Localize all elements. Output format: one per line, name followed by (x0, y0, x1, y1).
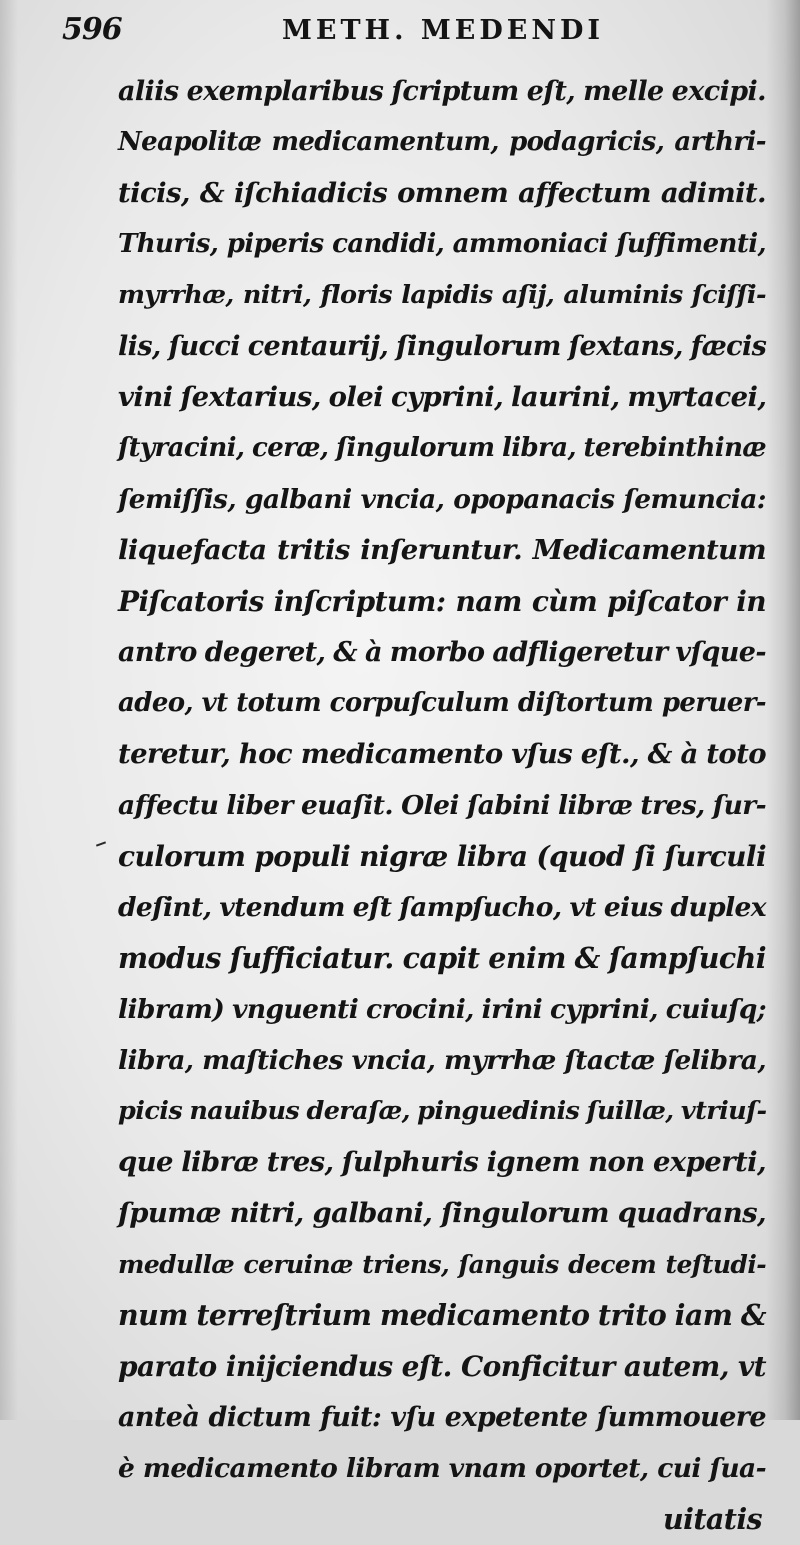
text-line: parato inijciendus eſt. Conficitur autem, vt (118, 1350, 766, 1383)
text-line: picis nauibus deraſæ, pinguedinis ſuillæ, vtriuſ- (118, 1096, 767, 1126)
text-line: antro degeret, & à morbo adfligeretur vſque- (118, 637, 766, 668)
text-line: medullæ ceruinæ triens, ſanguis decem teſtudi- (118, 1250, 766, 1279)
text-line: ſemiſſis, galbani vncia, opopanacis ſemuncia: (118, 484, 766, 515)
text-line: Neapolitæ medicamentum, podagricis, arthri- (118, 127, 766, 157)
text-line: num terreſtrium medicamento trito iam & (118, 1298, 766, 1332)
text-line: anteà dictum fuit: vſu expetente ſummouere (118, 1402, 766, 1433)
text-line: ſpumæ nitri, galbani, ſingulorum quadrans, (118, 1197, 766, 1229)
gutter-shadow (766, 0, 800, 1420)
text-line: Thuris, piperis candidi, ammoniaci ſuffimenti, (118, 229, 766, 259)
text-line: deſint, vtendum eſt ſampſucho, vt eius duplex (118, 892, 766, 923)
left-edge-shadow (0, 0, 18, 1420)
margin-ink-mark (96, 841, 106, 846)
text-line: adeo, vt totum corpuſculum diſtortum peruer- (118, 688, 766, 718)
text-line: vini ſextarius, olei cyprini, laurini, myrtacei, (118, 381, 767, 413)
text-line: Piſcatoris inſcriptum: nam cùm piſcator in (118, 585, 766, 618)
text-line: affectu liber euaſit. Olei ſabini libræ tres, ſur- (118, 790, 766, 821)
text-line: liquefacta tritis inſeruntur. Medicamentum (118, 534, 766, 566)
text-line: ſtyracini, ceræ, ſingulorum libra, terebinthinæ (118, 433, 766, 463)
text-line: libram) vnguenti crocini, irini cyprini, cuiuſq; (118, 994, 766, 1025)
text-line: è medicamento libram vnam oportet, cui ſua- (118, 1453, 766, 1484)
page-number: 596 (62, 12, 122, 47)
text-line: culorum populi nigræ libra (quod ſi ſurculi (118, 840, 766, 873)
text-line: que libræ tres, ſulphuris ignem non experti, (118, 1146, 766, 1178)
body-text (118, 66, 766, 1545)
text-line: teretur, hoc medicamento vſus eſt., & à toto (118, 738, 766, 770)
catchword: uitatis (662, 1502, 762, 1536)
text-line: lis, ſucci centaurij, ſingulorum ſextans, fæcis (118, 331, 767, 362)
text-line: libra, maſtiches vncia, myrrhæ ſtactæ ſelibra, (118, 1045, 766, 1076)
running-head: METH. MEDENDI (282, 15, 605, 46)
text-line: modus ſufficiatur. capit enim & ſampſuchi (118, 941, 766, 975)
text-line: aliis exemplaribus ſcriptum eſt, melle excipi. (118, 76, 766, 107)
text-line: myrrhæ, nitri, floris lapidis aſij, aluminis ſciſſi- (118, 280, 766, 310)
text-line: ticis, & iſchiadicis omnem affectum adimit. (118, 177, 766, 209)
